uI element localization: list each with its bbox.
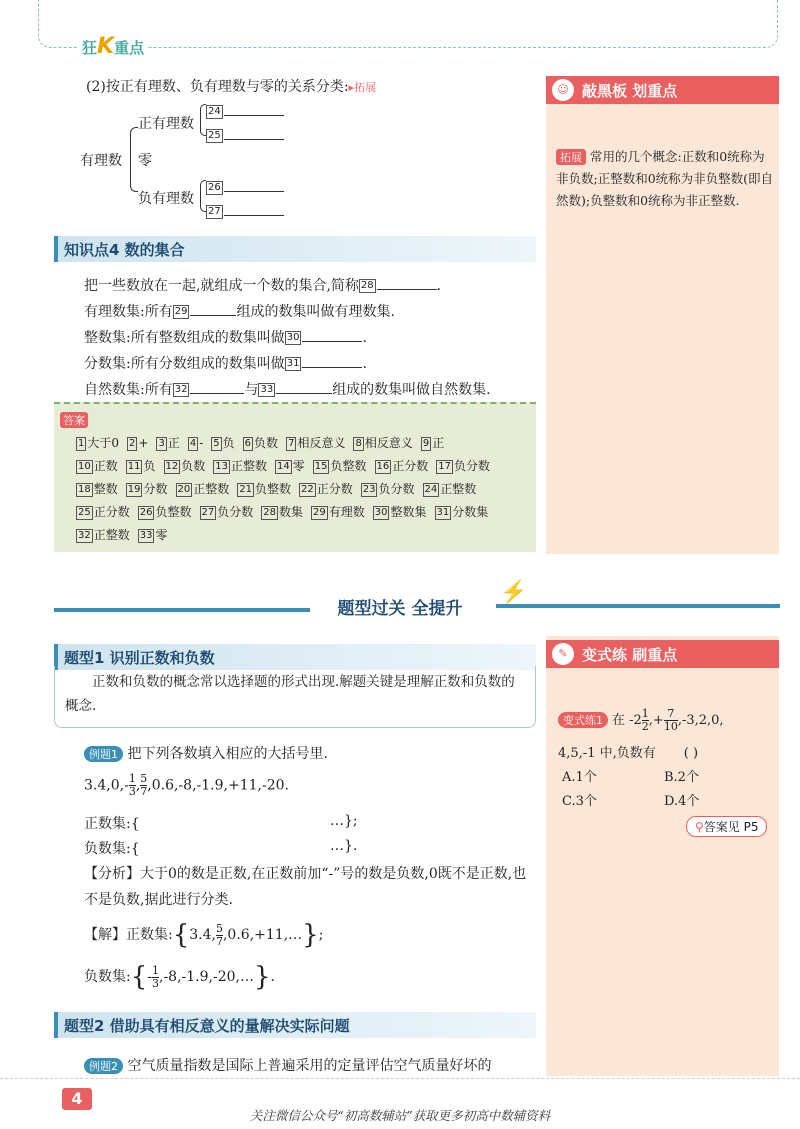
natural-set-line: 自然数集:所有 32 与 33 组成的数集叫做自然数集. xyxy=(84,382,491,398)
example1-analysis: 【分析】大于0的数是正数,在正数前加“-”号的数是负数,0既不是正数,也不是负数,据此进行分类. xyxy=(84,866,527,908)
answer-item: 10 正数 xyxy=(78,459,118,473)
answer-item: 21 负整数 xyxy=(239,482,291,496)
answer-row xyxy=(76,501,536,524)
answer-item: 26 负整数 xyxy=(139,505,192,519)
footer-separator xyxy=(0,1078,800,1079)
expand-tag: ▸拓展 xyxy=(348,81,377,94)
answer-item: 5 负 xyxy=(213,436,235,450)
integer-set-line: 整数集:所有整数组成的数集叫做 30 . xyxy=(84,330,367,346)
page-number: 4 xyxy=(62,1088,92,1110)
tree-negative: 负有理数 xyxy=(138,191,194,207)
option-c[interactable]: C.3个 xyxy=(562,794,597,809)
answer-item: 6 负数 xyxy=(244,436,279,450)
type1-title: 题型1 识别正数和负数 xyxy=(54,644,536,670)
answer-item: 19 分数 xyxy=(127,482,168,496)
answer-item: 12 负数 xyxy=(165,459,206,473)
answer-item: 2 + xyxy=(129,436,149,450)
answer-row xyxy=(76,478,536,501)
answer-item: 28 数集 xyxy=(263,505,303,519)
answer-item: 25 正分数 xyxy=(78,505,130,519)
answer-item: 8 相反意义 xyxy=(355,436,413,450)
example1-tag: 例题1 xyxy=(84,746,123,762)
blank-25: 25 xyxy=(206,126,284,144)
brand-logo: 狂K重点 xyxy=(78,34,148,59)
negative-set-blank: 负数集:{ xyxy=(84,841,140,857)
answer-item: 16 正分数 xyxy=(376,459,429,473)
example2-prompt: 例题2 空气质量指数是国际上普遍采用的定量评估空气质量好坏的 xyxy=(84,1055,491,1075)
answer-item: 24 正整数 xyxy=(424,482,477,496)
face-icon: ☺ xyxy=(552,79,574,101)
answer-item: 31 分数集 xyxy=(436,505,489,519)
answer-label: 答案 xyxy=(60,412,88,428)
pin-icon: ⚲ xyxy=(695,820,704,834)
answer-item: 17 负分数 xyxy=(438,459,490,473)
tree-positive: 正有理数 xyxy=(138,116,194,132)
example2-tag: 例题2 xyxy=(84,1058,123,1074)
practice-question: 变式练1 在 -2 $\frac{1}{2}$ ,+ $\frac{7}{10}$ ,-3,2,0, xyxy=(558,708,724,733)
sidebar-note-text: 拓展 常用的几个概念:正数和0统称为非负数;正整数和0统称为非负整数(即自然数);负整数和0统称为非正整数. xyxy=(556,149,774,208)
blank-24: 24 xyxy=(206,102,284,120)
positive-set-end: …}; xyxy=(330,813,358,829)
answer-item: 15 负整数 xyxy=(314,459,367,473)
blank-26: 26 xyxy=(206,178,284,196)
answer-row xyxy=(76,432,536,455)
answer-item: 11 负 xyxy=(127,459,156,473)
answer-item: 27 负分数 xyxy=(201,505,254,519)
positive-set-blank: 正数集:{ xyxy=(84,816,140,832)
answer-reference-badge: ⚲答案见 P5 xyxy=(686,816,767,837)
answer-item: 13 正整数 xyxy=(215,459,267,473)
type1-description: 正数和负数的概念常以选择题的形式出现.解题关键是理解正数和负数的概念. xyxy=(54,666,536,728)
sidebar-practice-panel xyxy=(546,636,779,1076)
answer-item: 20 正整数 xyxy=(177,482,230,496)
tree-brace-root xyxy=(130,127,138,192)
answer-item: 4 - xyxy=(189,436,204,450)
answer-item: 9 正 xyxy=(422,436,445,450)
option-b[interactable]: B.2个 xyxy=(664,770,699,785)
answer-item: 33 零 xyxy=(139,528,168,542)
answer-item: 18 整数 xyxy=(78,482,118,496)
practice-question-cont: 4,5,-1 中,负数有 ( ) xyxy=(558,746,699,761)
answer-item: 22 正分数 xyxy=(301,482,353,496)
sidebar-note-header: ☺ 敲黑板 划重点 xyxy=(546,76,779,104)
answer-list xyxy=(76,432,536,547)
answer-row xyxy=(76,455,536,478)
top-dashed-frame xyxy=(38,0,778,48)
blank-27: 27 xyxy=(206,202,284,220)
answer-item: 30 整数集 xyxy=(374,505,427,519)
classification-title: (2)按正有理数、负有理数与零的关系分类:▸拓展 xyxy=(86,79,377,95)
expand-badge: 拓展 xyxy=(556,149,586,165)
answer-item: 7 相反意义 xyxy=(288,436,346,450)
rational-set-line: 有理数集:所有 29 组成的数集叫做有理数集. xyxy=(84,304,395,320)
tree-root: 有理数 xyxy=(80,153,122,169)
answer-item: 32 正整数 xyxy=(78,528,130,542)
fraction-set-line: 分数集:所有分数组成的数集叫做 31 . xyxy=(84,356,367,372)
answer-item: 1 大于0 xyxy=(78,436,120,450)
type2-title: 题型2 借助具有相反意义的量解决实际问题 xyxy=(54,1012,536,1038)
example1-numbers: 3.4,0,- $\frac{1}{3}$ , $\frac{5}{7}$ ,0.6,-8,-1.9,+11,-20. xyxy=(84,772,289,798)
example1-prompt: 例题1 把下列各数填入相应的大括号里. xyxy=(84,743,328,763)
answer-item: 29 有理数 xyxy=(313,505,365,519)
solution-negative: 负数集:{- $\frac{1}{3}$ ,-8,-1.9,-20,…}. xyxy=(84,962,275,992)
answer-item: 14 零 xyxy=(277,459,305,473)
option-d[interactable]: D.4个 xyxy=(664,794,700,809)
answer-item: 23 负分数 xyxy=(362,482,415,496)
solution-positive: 【解】正数集:{3.4, $\frac{5}{7}$ ,0.6,+11,…}; xyxy=(84,920,324,950)
lightning-icon: ⚡ xyxy=(500,580,528,605)
answer-item: 3 正 xyxy=(158,436,180,450)
tree-zero: 零 xyxy=(138,153,152,169)
banner-title: 题型过关 全提升 xyxy=(337,599,463,619)
sidebar-practice-header: ✎ 变式练 刷重点 xyxy=(546,640,779,668)
set-definition-line: 把一些数放在一起,就组成一个数的集合,简称 28 . xyxy=(84,278,442,294)
option-a[interactable]: A.1个 xyxy=(562,770,597,785)
answer-row xyxy=(76,524,536,547)
footer-text: 关注微信公众号“初高数辅站”获取更多初高中数辅资料 xyxy=(249,1108,551,1123)
negative-set-end: …}. xyxy=(330,838,358,854)
practice-tag: 变式练1 xyxy=(558,712,608,728)
pencil-icon: ✎ xyxy=(552,643,574,665)
section4-title: 知识点4 数的集合 xyxy=(54,236,536,262)
